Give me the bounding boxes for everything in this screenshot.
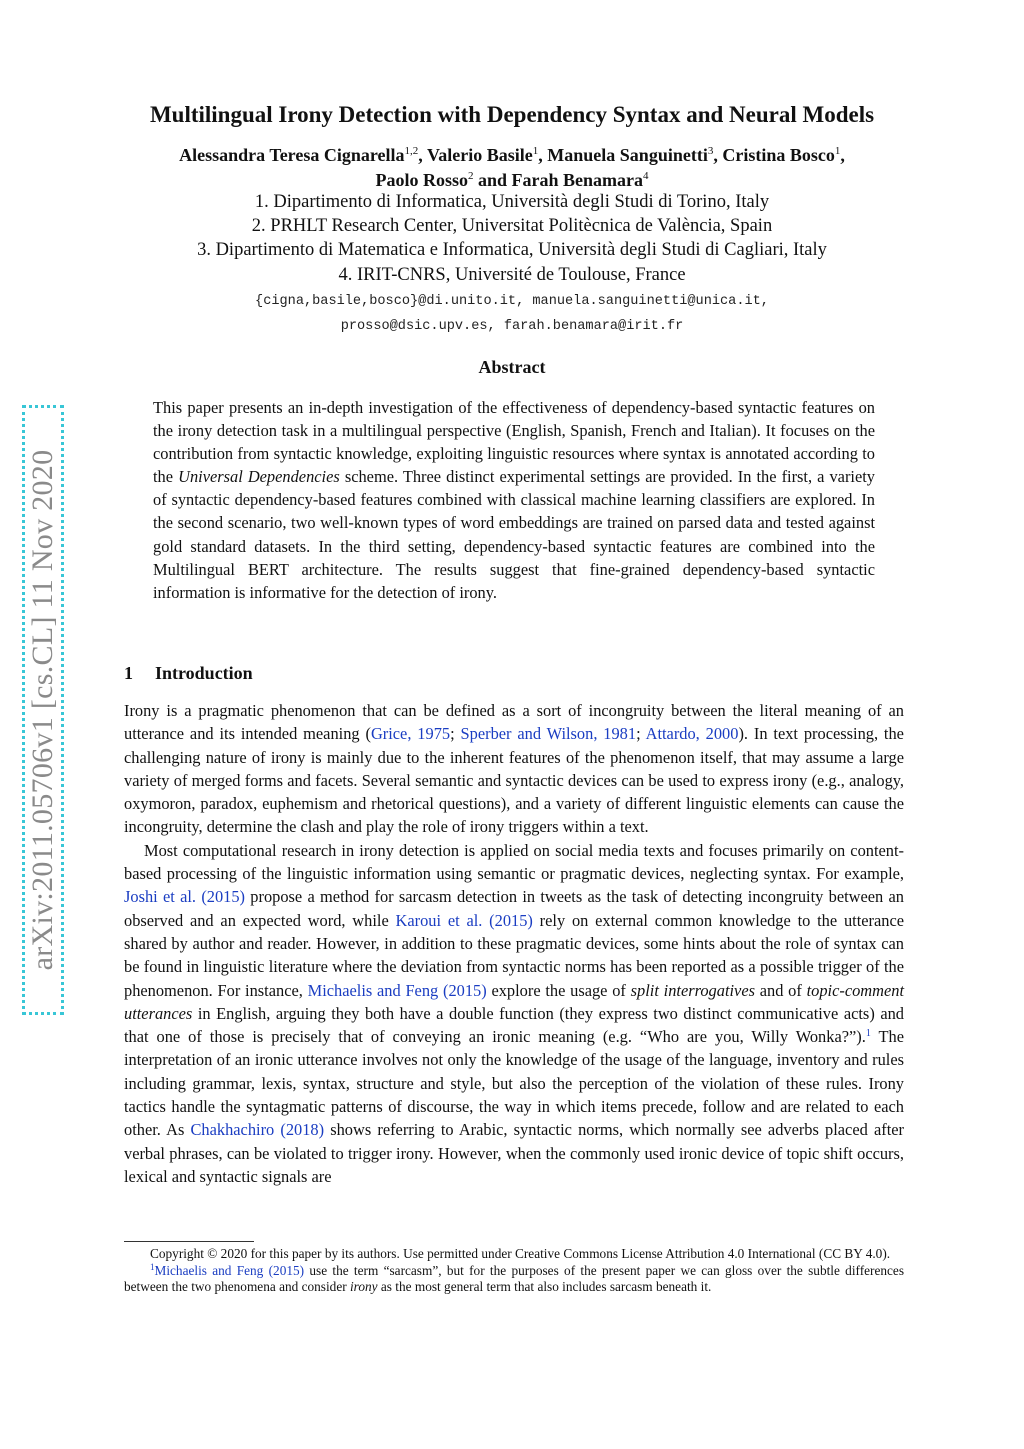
- text-run: ). In text processing, the challenging nature of irony is mainly due to the inherent features of the phenomenon itself, that may assume a large variety of merged forms and facets. Several semantic and syntactic devices can be used to express irony (e.g., analogy, oxymoron, paradox, euphemism and rhetorical questions), and a variety of different linguistic elements can cause the incongruity, determine the clash and play the role of irony triggers within a text.: [124, 724, 904, 837]
- italic-term: split interrogatives: [630, 980, 755, 1000]
- text-run: as the most general term that also includes sarcasm beneath it.: [377, 1279, 712, 1295]
- paragraph: [124, 839, 904, 1188]
- abstract-text: [153, 396, 875, 604]
- text-run: ;: [636, 724, 646, 744]
- affiliation-list: [0, 190, 1024, 287]
- author-name: Cristina Bosco: [722, 145, 835, 165]
- text-run: ;: [450, 724, 461, 744]
- author-affiliation-mark: 3: [707, 145, 714, 157]
- section-heading: [124, 663, 253, 684]
- italic-term: irony: [349, 1279, 378, 1295]
- author-separator: and: [473, 170, 512, 190]
- text-run: rely on external common knowledge to the utterance shared by author and reader. However, in addition to these pragmatic devices, some hints about the role of syntax can be found in linguistic literature where the deviation from syntactic norms has been reported as a possible trigger of the phenomenon. For instance,: [124, 910, 904, 1000]
- author-name: Farah Benamara: [511, 170, 644, 190]
- email-line[interactable]: {cigna,basile,bosco}@di.unito.it, manuela.sanguinetti@unica.it,: [255, 294, 769, 309]
- email-line[interactable]: prosso@dsic.upv.es, farah.benamara@irit.fr: [340, 319, 684, 334]
- paragraph: [124, 699, 904, 839]
- author-name: Manuela Sanguinetti: [547, 145, 708, 165]
- author-separator: ,: [713, 145, 723, 165]
- section-number: 1: [124, 663, 133, 683]
- text-run: propose a method for sarcasm detection in tweets as the task of detecting incongruity between an observed and an expected word, while: [124, 887, 904, 930]
- text-run: shows referring to Arabic, syntactic norms, which normally see adverbs placed after verbal phrases, can be violated to trigger irony. However, when the commonly used ironic device of topic shift occurs, lexical and syntactic signals are: [124, 1120, 904, 1186]
- author-list: [110, 143, 914, 193]
- author-separator: ,: [840, 145, 845, 165]
- footnote-number: 1: [150, 1261, 155, 1272]
- text-run: The interpretation of an ironic utterance involves not only the knowledge of the usage of the language, inventory and rules including grammar, lexis, syntax, structure and style, but also the perception of the violation of these rules. Irony tactics handle the syntagmatic patterns of discourse, the way in which items precede, follow and are related to each other. As: [124, 1027, 904, 1140]
- affiliation: 2. PRHLT Research Center, Universitat Politècnica de València, Spain: [251, 216, 773, 237]
- paper-title: Multilingual Irony Detection with Dependency Syntax and Neural Models: [149, 102, 875, 127]
- citation-link[interactable]: Chakhachiro (2018): [190, 1120, 325, 1140]
- author-separator: ,: [418, 145, 427, 165]
- text-run: in English, arguing they both have a double function (they express two distinct communicative acts) and that one of those is precisely that of conveying an ironic meaning (e.g. “Who are you, Willy Wonka?”).: [124, 1003, 904, 1047]
- citation-link[interactable]: Karoui et al. (2015): [395, 910, 533, 930]
- footnotes: [124, 1246, 904, 1296]
- author-name: Paolo Rosso: [375, 170, 468, 190]
- italic-term: topic-comment utterances: [124, 980, 904, 1023]
- footnote-marker-link[interactable]: 1: [865, 1028, 871, 1040]
- citation-link[interactable]: Michaelis and Feng (2015): [154, 1262, 305, 1278]
- affiliation: 1. Dipartimento di Informatica, Università degli Studi di Torino, Italy: [254, 192, 770, 212]
- citation-link[interactable]: Sperber and Wilson, 1981: [460, 724, 637, 744]
- author-emails: [0, 289, 1024, 339]
- affiliation: 3. Dipartimento di Matematica e Informatica, Università degli Studi di Cagliari, Italy: [197, 240, 827, 261]
- author-affiliation-mark: 1: [532, 145, 539, 157]
- author-affiliation-mark: 1: [834, 145, 841, 157]
- citation-link[interactable]: Joshi et al. (2015): [124, 887, 246, 907]
- arxiv-identifier[interactable]: arXiv:2011.05706v1 [cs.CL] 11 Nov 2020: [26, 449, 59, 971]
- text-run: use the term “sarcasm”, but for the purposes of the present paper we can gloss over the subtle differences between the two phenomena and consider: [124, 1262, 904, 1295]
- citation-link[interactable]: Grice, 1975: [370, 724, 451, 744]
- abstract-italic-term: Universal Dependencies: [178, 467, 340, 487]
- abstract-part: scheme. Three distinct experimental settings are provided. In the first, a variety of syntactic dependency-based features combined with classical machine learning classifiers are explored. In the second scenario, two well-known types of word embeddings are trained on parsed data and tested against gold standard datasets. In the third setting, dependency-based syntactic features are combined into the Multilingual BERT architecture. The results suggest that fine-grained dependency-based syntactic information is informative for the detection of irony.: [153, 467, 875, 602]
- body-text: [124, 699, 904, 1188]
- text-run: Irony is a pragmatic phenomenon that can be defined as a sort of incongruity between the literal meaning of an utterance and its intended meaning (: [124, 701, 904, 744]
- author-affiliation-mark: 4: [643, 170, 649, 182]
- affiliation: 4. IRIT-CNRS, Université de Toulouse, France: [338, 264, 686, 285]
- arxiv-stamp: [14, 405, 74, 1015]
- author-name: Alessandra Teresa Cignarella: [179, 145, 405, 165]
- abstract-part: This paper presents an in-depth investigation of the effectiveness of dependency-based syntactic features on the irony detection task in a multilingual perspective (English, Spanish, French and Italian). It focuses on the contribution from syntactic knowledge, exploiting linguistic resources where syntax is annotated according to the: [153, 398, 875, 487]
- author-line-1: [110, 143, 914, 168]
- section-title: Introduction: [155, 663, 253, 683]
- footnote-rule: [124, 1241, 254, 1242]
- text-run: explore the usage of: [486, 980, 631, 1000]
- citation-link[interactable]: Michaelis and Feng (2015): [307, 980, 487, 1000]
- abstract-heading: Abstract: [478, 357, 546, 377]
- author-name: Valerio Basile: [426, 145, 533, 165]
- text-run: and of: [754, 980, 807, 1000]
- footnote-1: [124, 1263, 904, 1296]
- copyright-note: Copyright © 2020 for this paper by its authors. Use permitted under Creative Commons License Attribution 4.0 International (CC BY 4.0).: [150, 1246, 891, 1261]
- citation-link[interactable]: Attardo, 2000: [645, 724, 739, 744]
- author-affiliation-mark: 1,2: [404, 145, 419, 157]
- text-run: Most computational research in irony detection is applied on social media texts and focuses primarily on content-based processing of the linguistic information using semantic or pragmatic devices, neglecting syntax. For example,: [124, 840, 904, 884]
- author-affiliation-mark: 2: [468, 170, 474, 182]
- author-separator: ,: [538, 145, 548, 165]
